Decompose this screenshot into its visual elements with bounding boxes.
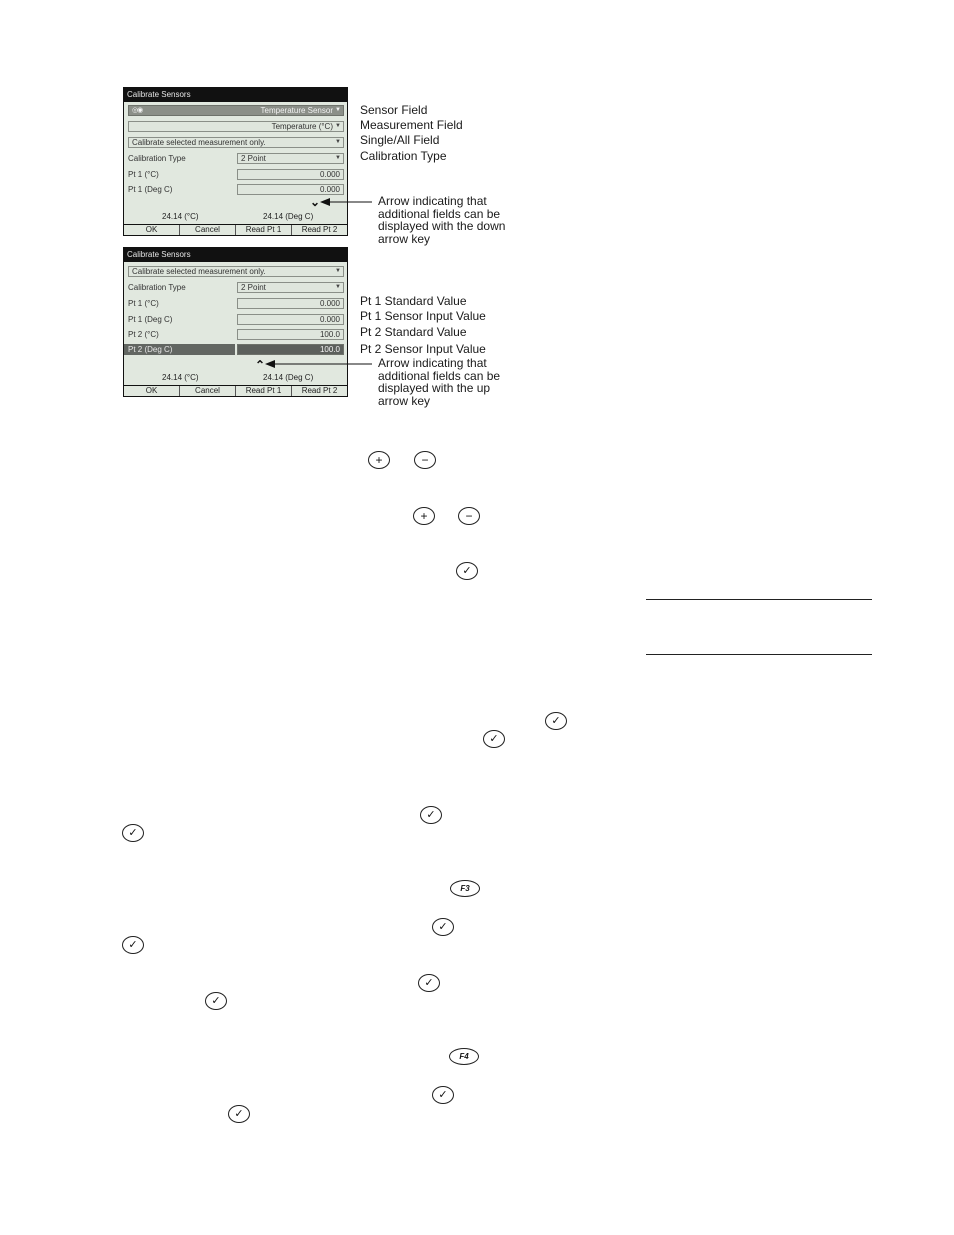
note-line: arrow key — [378, 393, 431, 408]
pt1-c-field[interactable]: 0.000 — [237, 169, 344, 180]
dropdown-arrow-icon: ▼ — [335, 155, 341, 161]
note-line: additional fields can be — [378, 368, 501, 383]
check-key-icon: ✓ — [205, 992, 227, 1010]
sensor-field-value: Temperature Sensor — [260, 106, 333, 115]
read-pt2-softkey[interactable]: Read Pt 2 — [291, 386, 347, 396]
callout-down-arrow-note — [378, 195, 505, 245]
callout-pt1-sensor: Pt 1 Sensor Input Value — [360, 309, 486, 323]
check-key-icon: ✓ — [432, 918, 454, 936]
note-line: arrow key — [378, 231, 431, 246]
check-key-icon: ✓ — [420, 806, 442, 824]
callout-pt2-sensor: Pt 2 Sensor Input Value — [360, 342, 486, 356]
plus-key-icon: + — [368, 451, 390, 469]
plus-key-icon: + — [413, 507, 435, 525]
pt1-c-field[interactable]: 0.000 — [237, 298, 344, 309]
note-line: Arrow indicating that — [378, 194, 487, 208]
chevron-down-icon: ⌄ — [310, 195, 321, 209]
check-key-icon: ✓ — [122, 824, 144, 842]
screen-title: Calibrate Sensors — [124, 248, 347, 262]
callout-arrow-icon — [265, 360, 372, 368]
single-all-field-value: Calibrate selected measurement only. — [132, 267, 266, 276]
pt2-degc-field[interactable]: 100.0 — [237, 344, 344, 355]
screen-title: Calibrate Sensors — [124, 88, 347, 102]
minus-key-icon: − — [414, 451, 436, 469]
callout-arrow-icon — [320, 198, 372, 206]
note-rule-top — [646, 599, 872, 600]
ok-softkey[interactable]: OK — [145, 225, 158, 234]
readout-left: 24.14 (°C) — [162, 212, 199, 221]
f3-key-icon: F3 — [450, 880, 480, 897]
note-line: additional fields can be — [378, 206, 501, 221]
readout-left: 24.14 (°C) — [162, 373, 199, 382]
ok-softkey[interactable]: OK — [145, 386, 158, 395]
measurement-field-value: Temperature (°C) — [271, 122, 333, 131]
dropdown-arrow-icon: ▼ — [335, 139, 341, 145]
calibration-type-label: Calibration Type — [128, 154, 186, 163]
check-key-icon: ✓ — [483, 730, 505, 748]
callout-pt2-standard: Pt 2 Standard Value — [360, 325, 467, 339]
pt1-degc-label: Pt 1 (Deg C) — [128, 185, 173, 194]
check-key-icon: ✓ — [122, 936, 144, 954]
pt2-c-label: Pt 2 (°C) — [128, 330, 159, 339]
check-key-icon: ✓ — [432, 1086, 454, 1104]
pt1-c-label: Pt 1 (°C) — [128, 170, 159, 179]
check-key-icon: ✓ — [545, 712, 567, 730]
pt2-c-field[interactable]: 100.0 — [237, 329, 344, 340]
callout-measurement-field: Measurement Field — [360, 118, 463, 132]
chevron-up-icon: ⌃ — [255, 358, 266, 372]
cancel-softkey[interactable]: Cancel — [179, 386, 235, 396]
pt1-degc-field[interactable]: 0.000 — [237, 184, 344, 195]
calibration-type-value: 2 Point — [241, 154, 266, 163]
dropdown-arrow-icon: ▼ — [335, 107, 341, 113]
calibration-type-value: 2 Point — [241, 283, 266, 292]
read-pt1-softkey[interactable]: Read Pt 1 — [235, 225, 291, 235]
note-rule-bottom — [646, 654, 872, 655]
pt1-c-label: Pt 1 (°C) — [128, 299, 159, 308]
check-key-icon: ✓ — [456, 562, 478, 580]
dropdown-arrow-icon: ▼ — [335, 268, 341, 274]
callout-single-all-field: Single/All Field — [360, 133, 440, 147]
callout-up-arrow-note — [378, 357, 500, 407]
dropdown-arrow-icon: ▼ — [335, 284, 341, 290]
readout-right: 24.14 (Deg C) — [263, 373, 314, 382]
minus-key-icon: − — [458, 507, 480, 525]
check-key-icon: ✓ — [418, 974, 440, 992]
pt1-degc-field[interactable]: 0.000 — [237, 314, 344, 325]
pt1-degc-label: Pt 1 (Deg C) — [128, 315, 173, 324]
note-line: displayed with the up — [378, 381, 491, 395]
read-pt2-softkey[interactable]: Read Pt 2 — [291, 225, 347, 235]
sensor-icon: ◎◉ — [132, 107, 143, 114]
check-key-icon: ✓ — [228, 1105, 250, 1123]
dropdown-arrow-icon: ▼ — [335, 123, 341, 129]
calibration-type-label: Calibration Type — [128, 283, 186, 292]
callout-pt1-standard: Pt 1 Standard Value — [360, 294, 467, 308]
readout-right: 24.14 (Deg C) — [263, 212, 314, 221]
callout-sensor-field: Sensor Field — [360, 103, 428, 117]
read-pt1-softkey[interactable]: Read Pt 1 — [235, 386, 291, 396]
note-line: displayed with the down — [378, 219, 506, 233]
single-all-field-value: Calibrate selected measurement only. — [132, 138, 266, 147]
f4-key-icon: F4 — [449, 1048, 479, 1065]
note-line: Arrow indicating that — [378, 356, 487, 370]
callout-calibration-type: Calibration Type — [360, 149, 447, 163]
cancel-softkey[interactable]: Cancel — [179, 225, 235, 235]
pt2-degc-label: Pt 2 (Deg C) — [124, 344, 235, 355]
